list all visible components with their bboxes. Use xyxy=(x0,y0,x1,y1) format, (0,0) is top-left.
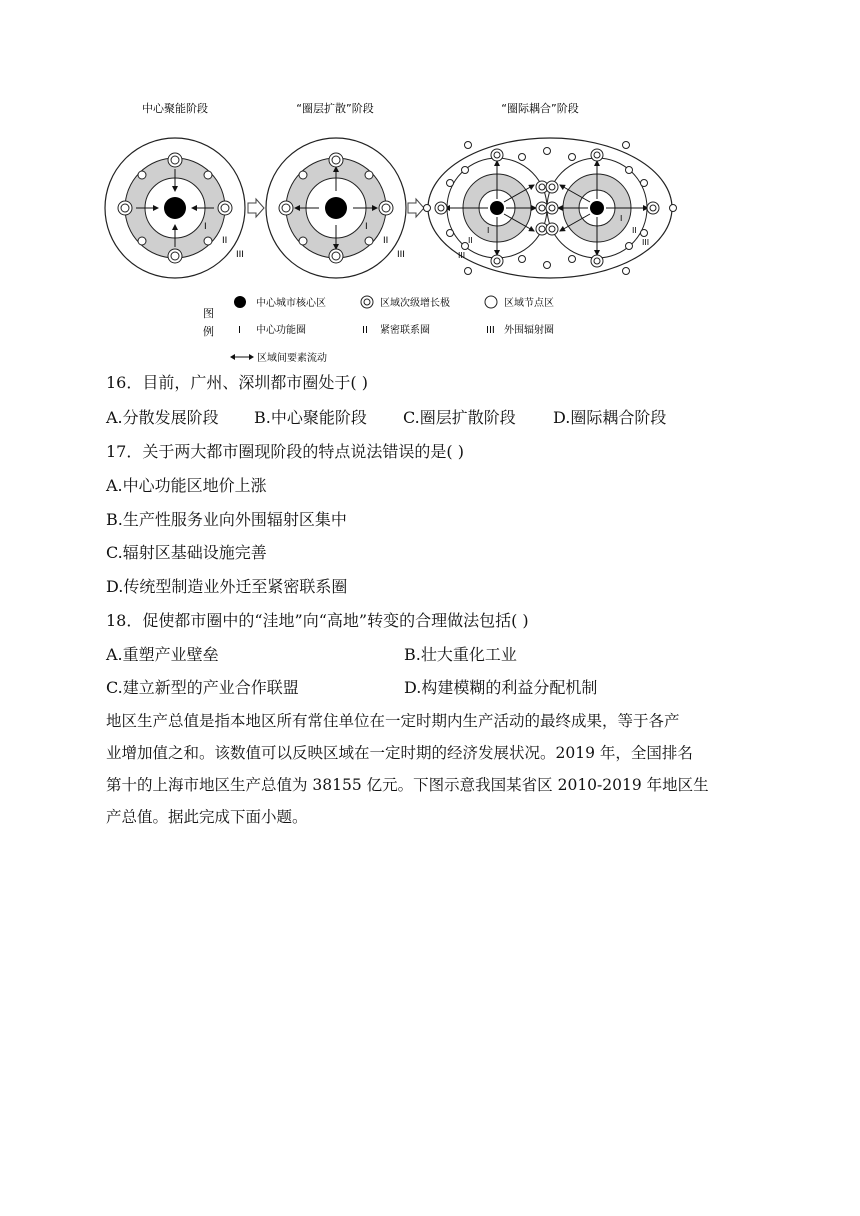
ring-label-iii: III xyxy=(397,250,405,260)
question-17-option-d[interactable]: D.传统型制造业外迁至紧密联系圈 xyxy=(106,577,348,596)
double-arrow-icon xyxy=(230,354,254,360)
ring-label-iii: III xyxy=(642,238,650,247)
ring-label-ii: II xyxy=(383,236,389,246)
gdp-intro-paragraph xyxy=(106,705,758,833)
metropolitan-stage-diagram xyxy=(100,95,685,370)
legend-ring-iii-symbol: III xyxy=(486,325,495,336)
stage-transition-arrow-2 xyxy=(408,199,424,217)
question-16-option-a[interactable]: A.分散发展阶段 xyxy=(106,408,219,427)
legend-node-label: 区域节点区 xyxy=(504,298,554,309)
legend-core-label: 中心城市核心区 xyxy=(256,298,326,309)
ring-label-i: I xyxy=(365,222,368,232)
stage-title-1: 中心聚能阶段 xyxy=(142,102,208,115)
question-17-option-a[interactable]: A.中心功能区地价上涨 xyxy=(106,476,267,495)
legend-ring-ii-label: 紧密联系圈 xyxy=(380,325,430,336)
paragraph-line-3: 第十的上海市地区生产总值为 38155 亿元。下图示意我国某省区 2010-2019 年地区生 xyxy=(106,776,709,794)
stage-1-diagram xyxy=(105,138,245,278)
ring-label-i: I xyxy=(204,222,207,232)
stage-title-2: “圈层扩散”阶段 xyxy=(296,102,374,115)
stage-2-diagram xyxy=(266,138,406,278)
legend-growth-pole-label: 区域次级增长极 xyxy=(380,298,450,309)
question-16-option-b[interactable]: B.中心聚能阶段 xyxy=(254,408,367,427)
paragraph-line-2: 业增加值之和。该数值可以反映区域在一定时期的经济发展状况。2019 年，全国排名 xyxy=(106,744,693,762)
ring-label-ii: II xyxy=(468,236,473,245)
question-17-stem: 17．关于两大都市圈现阶段的特点说法错误的是( ) xyxy=(106,442,464,461)
ring-label-i: I xyxy=(620,214,623,223)
ring-label-ii: II xyxy=(632,226,637,235)
question-17-option-c[interactable]: C.辐射区基础设施完善 xyxy=(106,543,267,562)
legend xyxy=(203,296,554,364)
ring-label-i: I xyxy=(487,226,490,235)
growth-pole-symbol xyxy=(361,296,373,308)
question-18-option-c[interactable]: C.建立新型的产业合作联盟 xyxy=(106,678,299,697)
legend-ring-i-label: 中心功能圈 xyxy=(256,325,306,336)
legend-flow-label: 区域间要素流动 xyxy=(257,353,327,364)
stage-title-3: “圈际耦合”阶段 xyxy=(501,102,579,115)
question-16-stem: 16．目前，广州、深圳都市圈处于( ) xyxy=(106,373,368,392)
question-18-option-b[interactable]: B.壮大重化工业 xyxy=(404,645,517,664)
ring-label-iii: III xyxy=(458,251,466,260)
ring-label-ii: II xyxy=(222,236,228,246)
legend-title-char-1: 图 xyxy=(203,307,214,320)
paragraph-line-1: 地区生产总值是指本地区所有常住单位在一定时期内生产活动的最终成果，等于各产 xyxy=(106,712,680,730)
stage-transition-arrow-1 xyxy=(248,199,264,217)
legend-ring-ii-symbol: II xyxy=(362,325,368,336)
question-18-option-d[interactable]: D.构建模糊的利益分配机制 xyxy=(404,678,598,697)
ring-label-iii: III xyxy=(236,250,244,260)
question-18-option-a[interactable]: A.重塑产业壁垒 xyxy=(106,645,219,664)
paragraph-line-4: 产总值。据此完成下面小题。 xyxy=(106,808,308,826)
stage-3-diagram xyxy=(424,138,677,278)
legend-ring-iii-label: 外围辐射圈 xyxy=(504,325,554,336)
question-16-option-d[interactable]: D.圈际耦合阶段 xyxy=(553,408,667,427)
core-area-symbol xyxy=(234,296,246,308)
legend-ring-i-symbol: I xyxy=(238,325,241,336)
question-16-option-c[interactable]: C.圈层扩散阶段 xyxy=(403,408,516,427)
legend-title-char-2: 例 xyxy=(203,325,214,338)
question-17-option-b[interactable]: B.生产性服务业向外围辐射区集中 xyxy=(106,510,347,529)
question-18-stem: 18．促使都市圈中的“洼地”向“高地”转变的合理做法包括( ) xyxy=(106,611,529,630)
node-area-symbol xyxy=(485,296,497,308)
